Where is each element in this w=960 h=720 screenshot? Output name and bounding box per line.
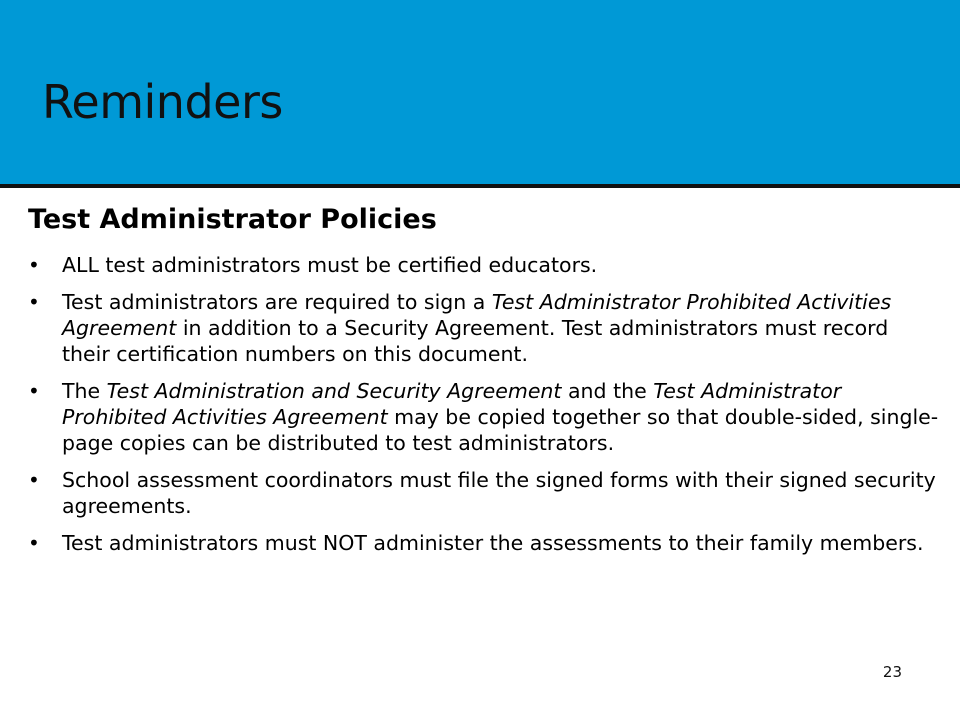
document-title: Test Administrator Prohibited Activities Agreement: [62, 379, 842, 429]
bullet-text: School assessment coordinators must file the signed forms with their signed security agreements.: [62, 468, 936, 518]
document-title: Test Administrator Prohibited Activities Agreement: [62, 290, 892, 340]
bullet-text: The: [62, 379, 107, 403]
header-divider: [0, 184, 960, 188]
slide-title: Reminders: [42, 75, 283, 129]
bullet-text: and the: [561, 379, 654, 403]
bullet-text: Test administrators must NOT administer the assessments to their family members.: [62, 531, 924, 555]
bullet-list: [28, 252, 940, 556]
slide-content: [28, 200, 940, 567]
page-number: 23: [882, 663, 902, 681]
bullet-item: [28, 289, 940, 367]
bullet-item: [28, 378, 940, 456]
bullet-text: Test administrators are required to sign a: [62, 290, 492, 314]
bullet-item: [28, 467, 940, 519]
bullet-text: ALL test administrators must be certified educators.: [62, 253, 598, 277]
bullet-text: may be copied together so that double-sided, single-page copies can be distributed to test administrators.: [62, 405, 939, 455]
bullet-item: [28, 252, 940, 278]
bullet-item: [28, 530, 940, 556]
document-title: Test Administration and Security Agreement: [106, 379, 562, 403]
bullet-text: in addition to a Security Agreement. Test administrators must record their certification numbers on this document.: [62, 316, 889, 366]
section-heading: Test Administrator Policies: [28, 204, 437, 235]
